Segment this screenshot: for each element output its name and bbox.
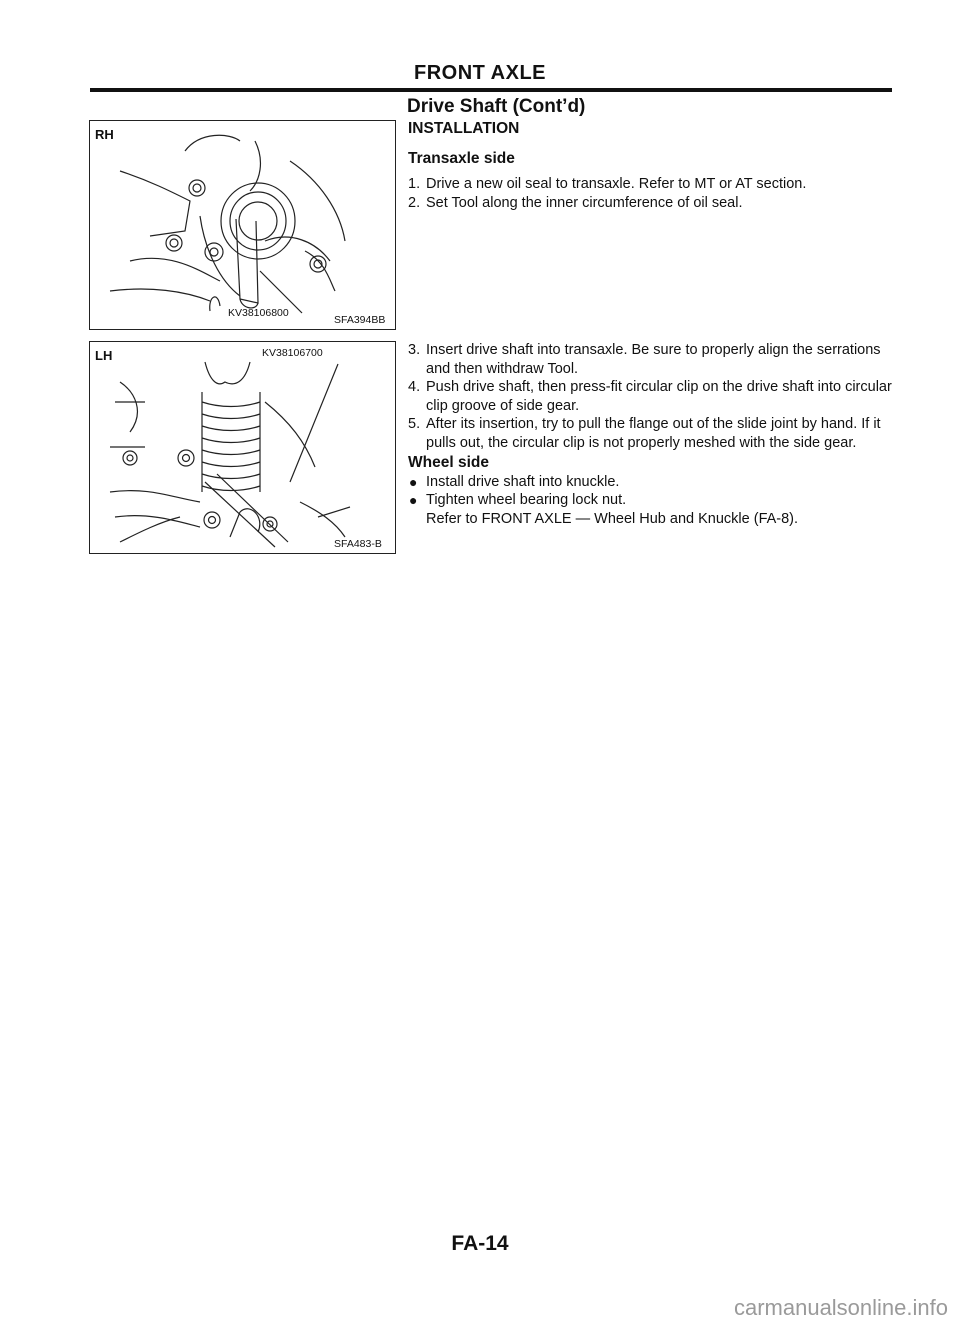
step-item (408, 415, 898, 452)
figure-lh-label: LH (95, 348, 113, 363)
step-text: Drive a new oil seal to transaxle. Refer to MT or AT section. (426, 176, 807, 192)
figure-lh-code: SFA483-B (334, 538, 382, 550)
page-number: FA-14 (451, 1232, 509, 1255)
step-item (408, 341, 898, 378)
step-number: 1. (408, 176, 421, 192)
figure-lh-illustration (90, 342, 395, 553)
bullet-item (408, 473, 898, 492)
figure-rh-code: SFA394BB (334, 314, 386, 326)
step-item (408, 175, 898, 194)
step-item (408, 194, 898, 213)
step-number: 2. (408, 194, 421, 211)
page-header-title: FRONT AXLE (413, 62, 547, 84)
bullet-text: Tighten wheel bearing lock nut. (426, 492, 627, 508)
figure-lh (89, 341, 396, 554)
step-text: Push drive shaft, then press-fit circular clip on the drive shaft into circular clip groove of side gear. (426, 379, 892, 414)
step-number: 3. (408, 342, 421, 358)
step-number: 4. (408, 379, 421, 395)
header-rule (90, 88, 892, 92)
figure-rh-label: RH (95, 127, 114, 142)
bullet-item (408, 491, 898, 510)
figure-lh-tool-number: KV38106700 (262, 347, 323, 359)
transaxle-steps-a (408, 175, 898, 212)
installation-block (408, 120, 898, 139)
bullet-dot-icon: ● (409, 473, 418, 490)
transaxle-steps-b (408, 341, 898, 528)
figure-rh-illustration (90, 121, 395, 329)
step-text: After its insertion, try to pull the flange out of the slide joint by hand. If it pulls out, the circular clip is not properly meshed with the side gear. (426, 416, 881, 451)
transaxle-heading-block (408, 150, 898, 169)
refer-text: Refer to FRONT AXLE — Wheel Hub and Knuckle (FA-8). (426, 510, 799, 527)
bullet-text: Install drive shaft into knuckle. (426, 473, 620, 490)
watermark: carmanualsonline.info (733, 1295, 948, 1320)
refer-item (408, 510, 898, 529)
bullet-dot-icon: ● (409, 492, 418, 508)
step-text: Insert drive shaft into transaxle. Be sure to properly align the serrations and then withdraw Tool. (426, 342, 881, 377)
installation-heading: INSTALLATION (408, 120, 520, 137)
step-text: Set Tool along the inner circumference of oil seal. (426, 194, 743, 211)
figure-rh (89, 120, 396, 330)
transaxle-side-heading: Transaxle side (408, 150, 515, 167)
section-title: Drive Shaft (Cont’d) (407, 96, 586, 117)
wheel-side-heading: Wheel side (408, 454, 489, 471)
step-item (408, 378, 898, 415)
figure-rh-tool-number: KV38106800 (228, 307, 289, 319)
step-number: 5. (408, 416, 421, 432)
